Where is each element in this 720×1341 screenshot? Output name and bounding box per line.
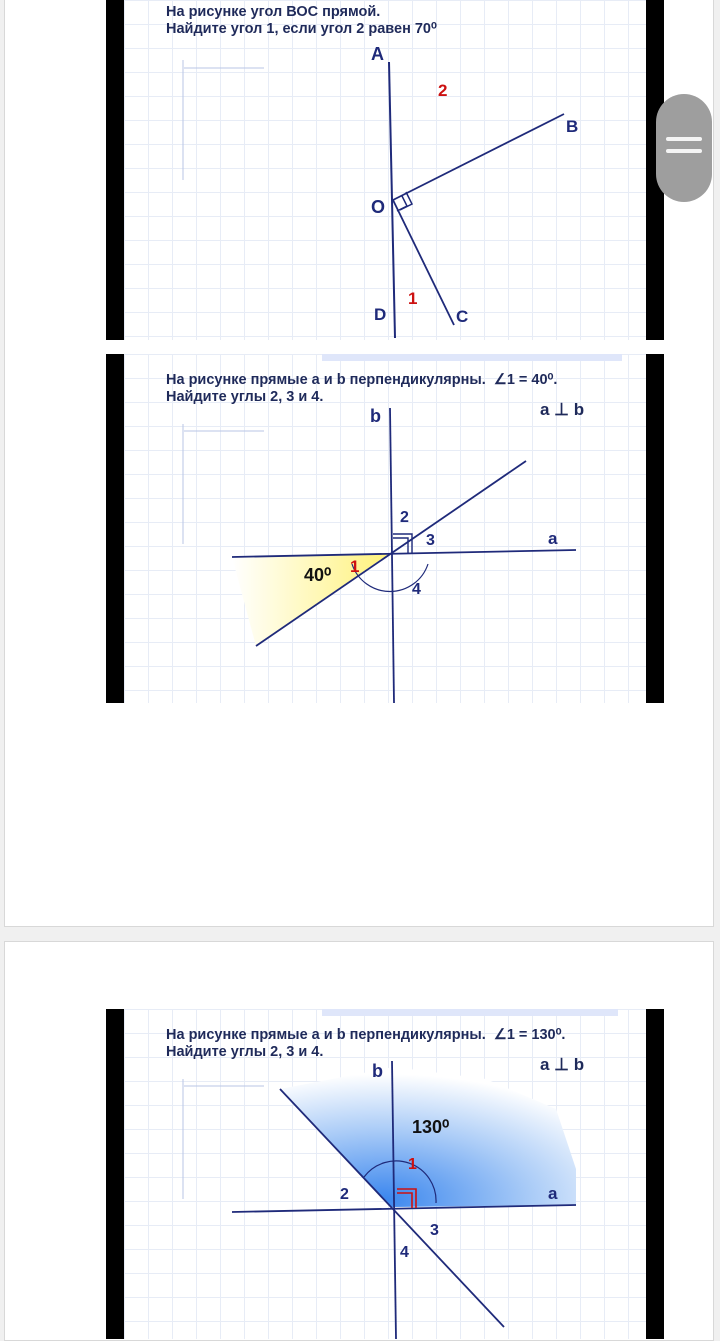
line-b: [390, 408, 394, 703]
angle-value-40: 40⁰: [304, 565, 332, 585]
title-line-1: На рисунке прямые a и b перпендикулярны. ∠1 = 40⁰.: [166, 372, 558, 388]
label-angle-1: 1: [408, 289, 418, 308]
label-angle-2: 2: [400, 509, 409, 526]
label-a: a: [548, 529, 558, 548]
ray-oc: [393, 200, 454, 325]
title-line-2: Найдите углы 2, 3 и 4.: [166, 1044, 324, 1060]
title-line-2: Найдите угол 1, если угол 2 равен 70⁰: [166, 21, 437, 37]
title-line-1: На рисунке угол ВОС прямой.: [166, 4, 381, 20]
label-b: b: [370, 406, 381, 426]
label-angle-1: 1: [408, 1156, 417, 1173]
label-o: O: [371, 197, 386, 217]
line-a: [232, 550, 576, 557]
label-angle-4: 4: [400, 1244, 409, 1261]
slide-perpendicular-130: [106, 1009, 664, 1339]
angle-value-130: 130⁰: [412, 1117, 450, 1137]
title-line-2: Найдите углы 2, 3 и 4.: [166, 389, 324, 405]
handle-bar: [666, 137, 702, 141]
label-angle-4: 4: [412, 581, 421, 598]
label-angle-2: 2: [438, 81, 448, 100]
drag-handle-icon[interactable]: [656, 94, 712, 202]
perpendicular-note: a ⊥ b: [540, 1055, 585, 1074]
ray-ob: [393, 114, 564, 200]
title-line-1: На рисунке прямые a и b перпендикулярны. ∠1 = 130⁰.: [166, 1027, 566, 1043]
label-b: b: [372, 1061, 383, 1081]
label-a: a: [548, 1184, 558, 1203]
label-d: D: [374, 305, 387, 324]
label-angle-3: 3: [430, 1222, 439, 1239]
label-angle-2: 2: [340, 1186, 349, 1203]
diagram-angle-boc: [106, 0, 664, 340]
label-a: A: [371, 44, 384, 64]
slide-perpendicular-40: [106, 354, 664, 703]
label-c: C: [456, 307, 469, 326]
label-angle-3: 3: [426, 532, 435, 549]
label-b: B: [566, 117, 579, 136]
slide-angle-boc: [106, 0, 664, 340]
label-angle-1: 1: [350, 557, 360, 576]
handle-bar: [666, 149, 702, 153]
perpendicular-note: a ⊥ b: [540, 400, 585, 419]
